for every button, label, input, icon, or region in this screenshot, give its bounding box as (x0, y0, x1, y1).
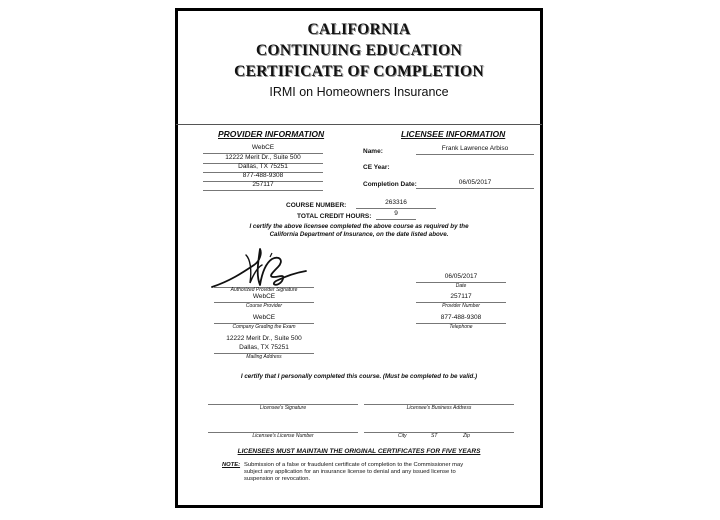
title-line-2: CONTINUING EDUCATION (256, 42, 462, 59)
authorized-signature-caption: Authorized Provider Signature (230, 287, 298, 293)
city-caption: City (398, 433, 407, 439)
course-title: IRMI on Homeowners Insurance (269, 85, 449, 99)
note-label: NOTE: (222, 462, 241, 468)
course-provider-value: WebCE (252, 293, 276, 300)
grading-company-caption: Company Grading the Exam (232, 324, 296, 330)
mailing-address-2: Dallas, TX 75251 (239, 344, 289, 351)
provider-phone: 877-488-9308 (242, 172, 284, 179)
name-label: Name: (363, 148, 383, 155)
completion-date-value: 06/05/2017 (458, 179, 492, 186)
title-line-1: CALIFORNIA (307, 21, 411, 38)
provider-address-1: 12222 Merit Dr., Suite 500 (225, 154, 301, 161)
business-address-caption: Licensee's Business Address (406, 405, 472, 411)
note-line-3: suspension or revocation. (244, 476, 311, 482)
certify-line-1: I certify the above licensee completed the above course as required by the (249, 223, 469, 230)
note-line-2: subject any application for an insurance license to denial and any issued license to (244, 469, 456, 475)
maintain-notice: LICENSEES MUST MAINTAIN THE ORIGINAL CERTIFICATES FOR FIVE YEARS (237, 448, 481, 455)
st-caption: ST (431, 433, 438, 439)
provider-number: 257117 (252, 181, 274, 188)
licensee-signature-caption: Licensee's Signature (259, 405, 307, 411)
signature-image (210, 243, 310, 291)
name-value: Frank Lawrence Arbiso (441, 145, 509, 152)
mailing-address-1: 12222 Merit Dr., Suite 500 (226, 335, 302, 342)
mailing-address-caption: Mailing Address (246, 354, 282, 360)
date-value: 06/05/2017 (444, 273, 478, 280)
certify-line-2: California Department of Insurance, on the date listed above. (269, 231, 449, 238)
city-state-zip-line (364, 432, 514, 433)
zip-caption: Zip (463, 433, 470, 439)
telephone-value: 877-488-9308 (440, 314, 482, 321)
title-line-3: CERTIFICATE OF COMPLETION (234, 63, 484, 80)
license-number-caption: Licensee's License Number (252, 433, 314, 439)
divider (176, 124, 542, 125)
course-number-value: 263316 (385, 199, 407, 206)
licensee-heading: LICENSEE INFORMATION (401, 129, 506, 139)
course-provider-caption: Course Provider (245, 303, 283, 309)
provider-heading: PROVIDER INFORMATION (218, 129, 325, 139)
completion-date-label: Completion Date: (363, 181, 417, 188)
credit-hours-value: 9 (394, 210, 398, 217)
personal-certify-statement: I certify that I personally completed this course. (Must be completed to be valid.) (240, 373, 478, 380)
certificate (175, 8, 543, 508)
provider-number-value: 257117 (450, 293, 472, 300)
telephone-caption: Telephone (449, 324, 473, 330)
provider-number-caption: Provider Number (442, 303, 480, 309)
provider-name: WebCE (251, 144, 275, 151)
credit-hours-label: TOTAL CREDIT HOURS: (297, 213, 372, 220)
grading-company-value: WebCE (252, 314, 276, 321)
date-caption: Date (455, 283, 467, 289)
note-line-1: Submission of a false or fraudulent certificate of completion to the Commissioner may (244, 462, 464, 468)
ce-year-label: CE Year: (363, 164, 390, 171)
provider-address-2: Dallas, TX 75251 (238, 163, 288, 170)
course-number-label: COURSE NUMBER: (286, 202, 347, 209)
